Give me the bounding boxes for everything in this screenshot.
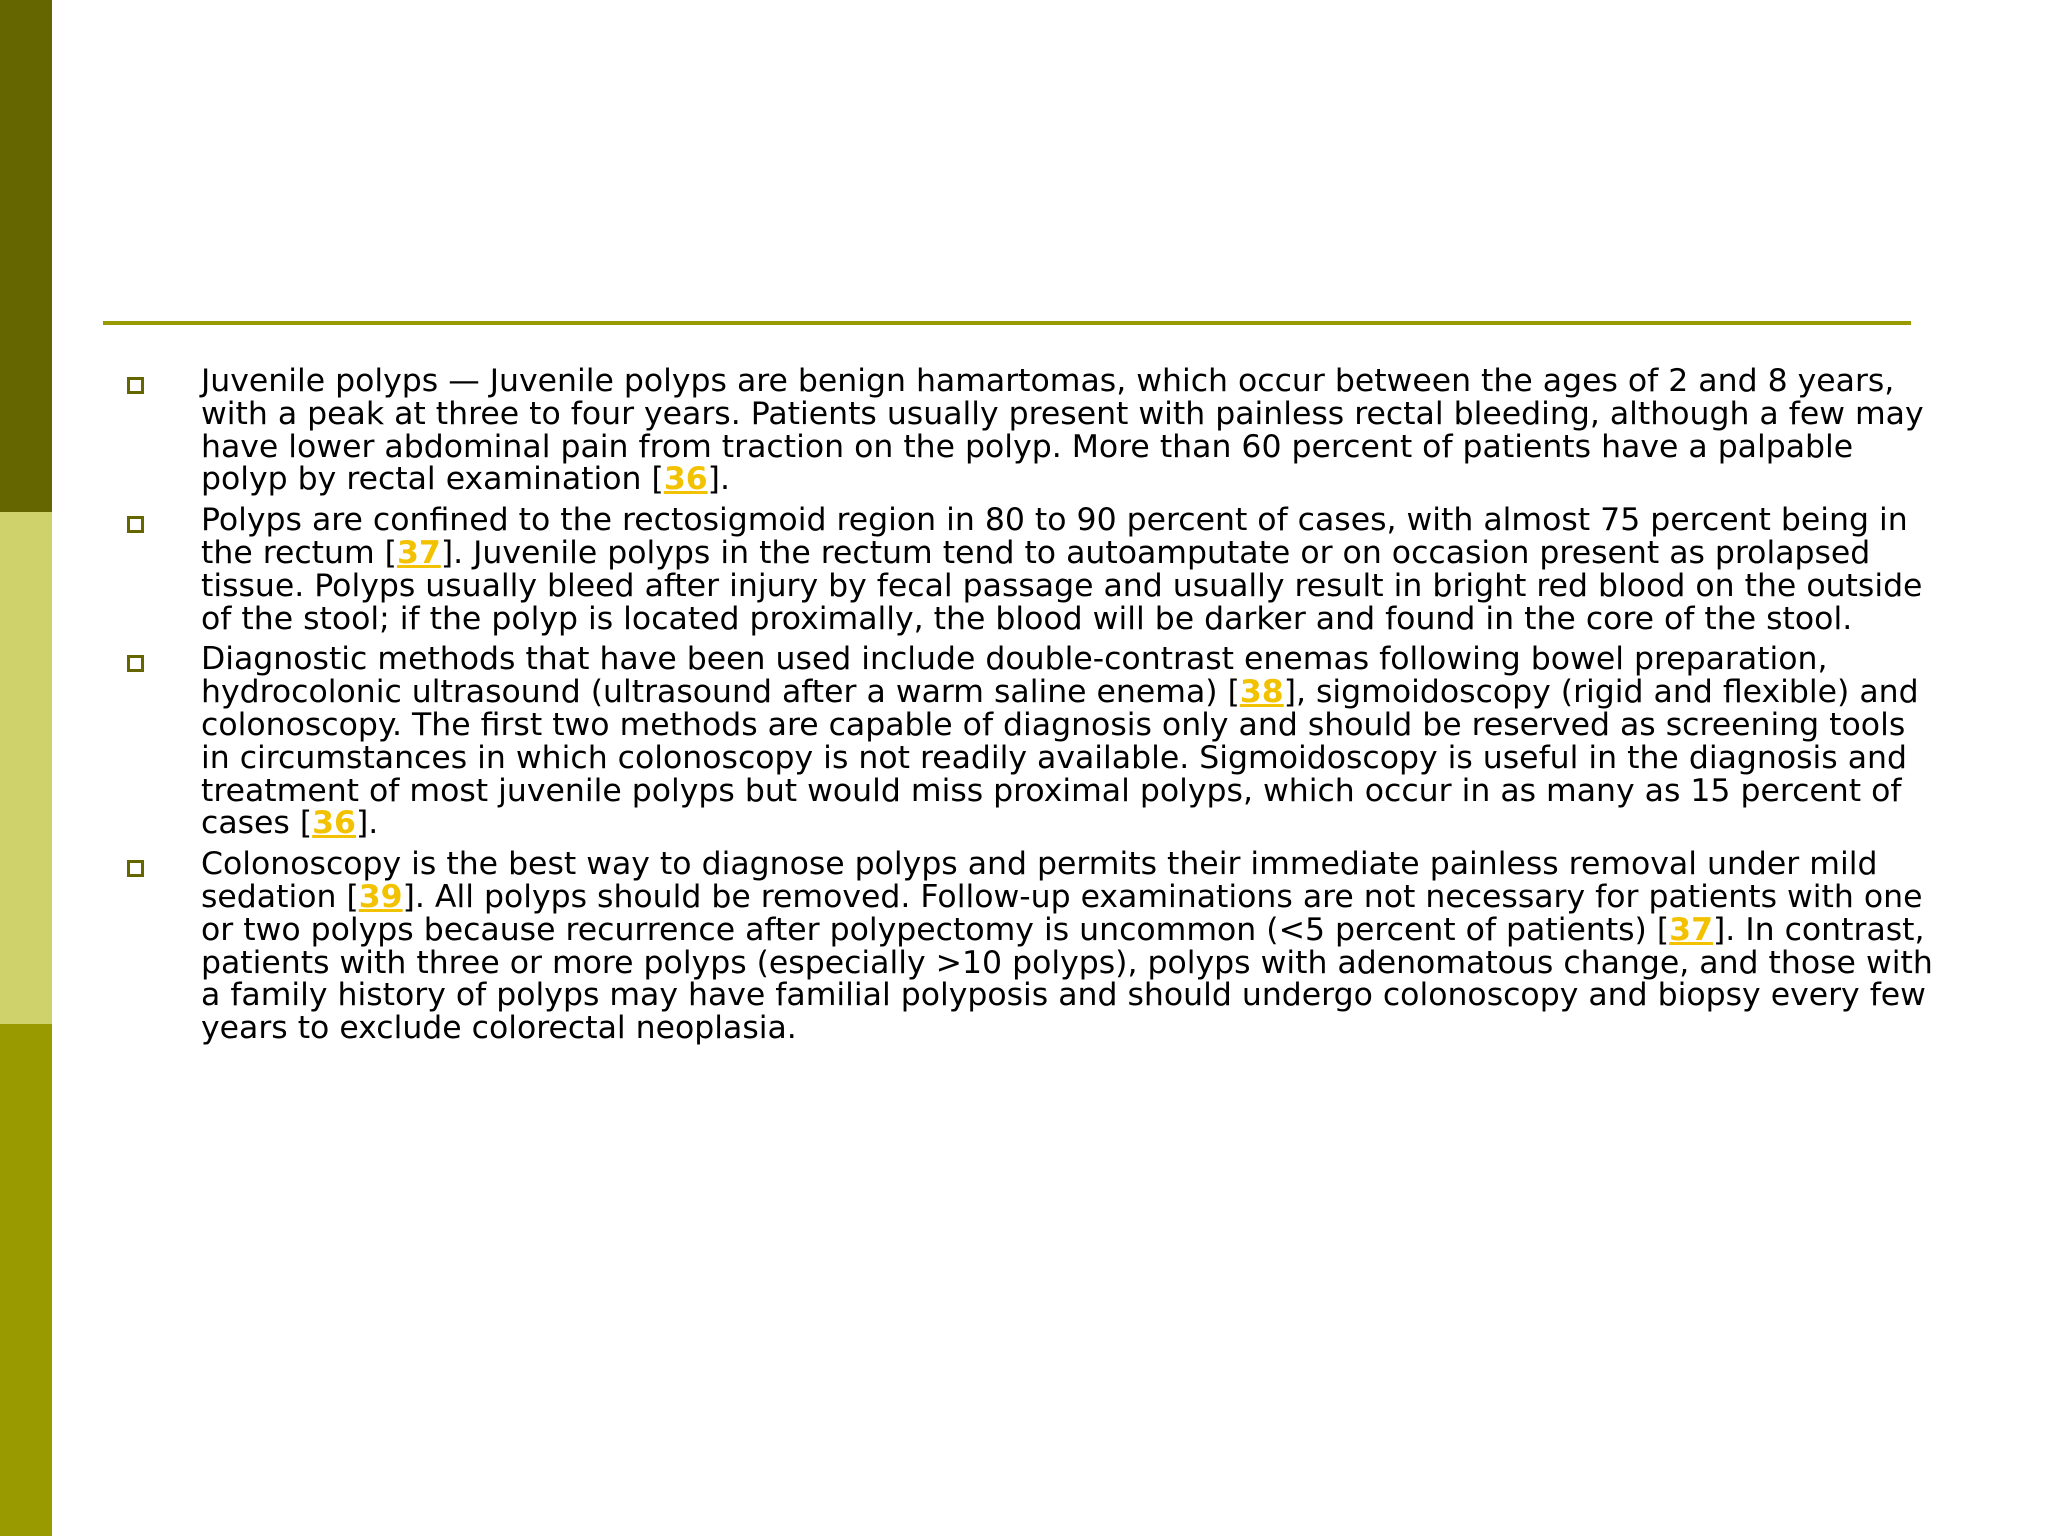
accent-bar-bottom — [0, 1024, 52, 1536]
text-run: ]. All polyps should be removed. Follow-up examinations are not necessary for patients with one or two polyps because recurrence after polypectomy is uncommon (<5 percent of patients) [ — [201, 878, 1923, 948]
text-run: ], sigmoidoscopy (rigid and flexible) and colonoscopy. The first two methods are capable of diagnosis only and should be reserved as screening tools in circumstances in which colonoscopy is not readily available. Sigmoidoscopy is useful in the diagnosis and treatment of most juvenile polyps but would miss proximal polyps, which occur in as many as 15 percent of cases [ — [201, 674, 1919, 842]
title-divider — [103, 321, 1911, 325]
square-bullet-icon — [127, 516, 144, 533]
reference-link[interactable]: 38 — [1239, 674, 1284, 711]
bullet-item — [120, 643, 1940, 840]
square-bullet-icon — [127, 860, 144, 877]
reference-link[interactable]: 37 — [1669, 911, 1713, 948]
text-run: ]. — [355, 805, 379, 842]
bullet-list — [120, 365, 1940, 1053]
text-run: Polyps are confined to the rectosigmoid region in 80 to 90 percent of cases, with almost 75 percent being in the rectum [ — [201, 502, 1908, 571]
bullet-text — [201, 848, 1940, 1045]
text-run: ]. — [707, 461, 730, 498]
bullet-item — [120, 365, 1940, 496]
bullet-item — [120, 504, 1940, 635]
reference-link[interactable]: 39 — [358, 878, 403, 915]
text-run: Juvenile polyps — Juvenile polyps are benign hamartomas, which occur between the ages of 2 and 8 years, with a peak at three to four years. Patients usually present with painless rectal bleeding, although a few may have lower abdominal pain from traction on the polyp. More than 60 percent of patients have a palpable polyp by rectal examination [ — [201, 363, 1924, 498]
bullet-text — [201, 504, 1940, 635]
accent-bar-middle — [0, 512, 52, 1024]
text-run: ]. In contrast, patients with three or more polyps (especially >10 polyps), polyps with adenomatous change, and those with a family history of polyps may have familial polyposis and should undergo colonoscopy and biopsy every few years to exclude colorectal neoplasia. — [201, 911, 1933, 1047]
accent-bar-top — [0, 0, 52, 512]
bullet-text — [201, 365, 1940, 496]
reference-link[interactable]: 36 — [663, 461, 708, 498]
bullet-text — [201, 643, 1940, 840]
reference-link[interactable]: 36 — [312, 805, 356, 842]
reference-link[interactable]: 37 — [396, 534, 441, 571]
square-bullet-icon — [127, 377, 144, 394]
bullet-item — [120, 848, 1940, 1045]
square-bullet-icon — [127, 655, 144, 672]
text-run: Diagnostic methods that have been used include double-contrast enemas following bowel preparation, hydrocolonic ultrasound (ultrasound after a warm saline enema) [ — [201, 641, 1828, 711]
text-run: Colonoscopy is the best way to diagnose polyps and permits their immediate painless removal under mild sedation [ — [201, 846, 1878, 915]
text-run: ]. Juvenile polyps in the rectum tend to autoamputate or on occasion present as prolapsed tissue. Polyps usually bleed after injury by fecal passage and usually result in bright red blood on the outside of the stool; if the polyp is located proximally, the blood will be darker and found in the core of the stool. — [201, 534, 1923, 637]
